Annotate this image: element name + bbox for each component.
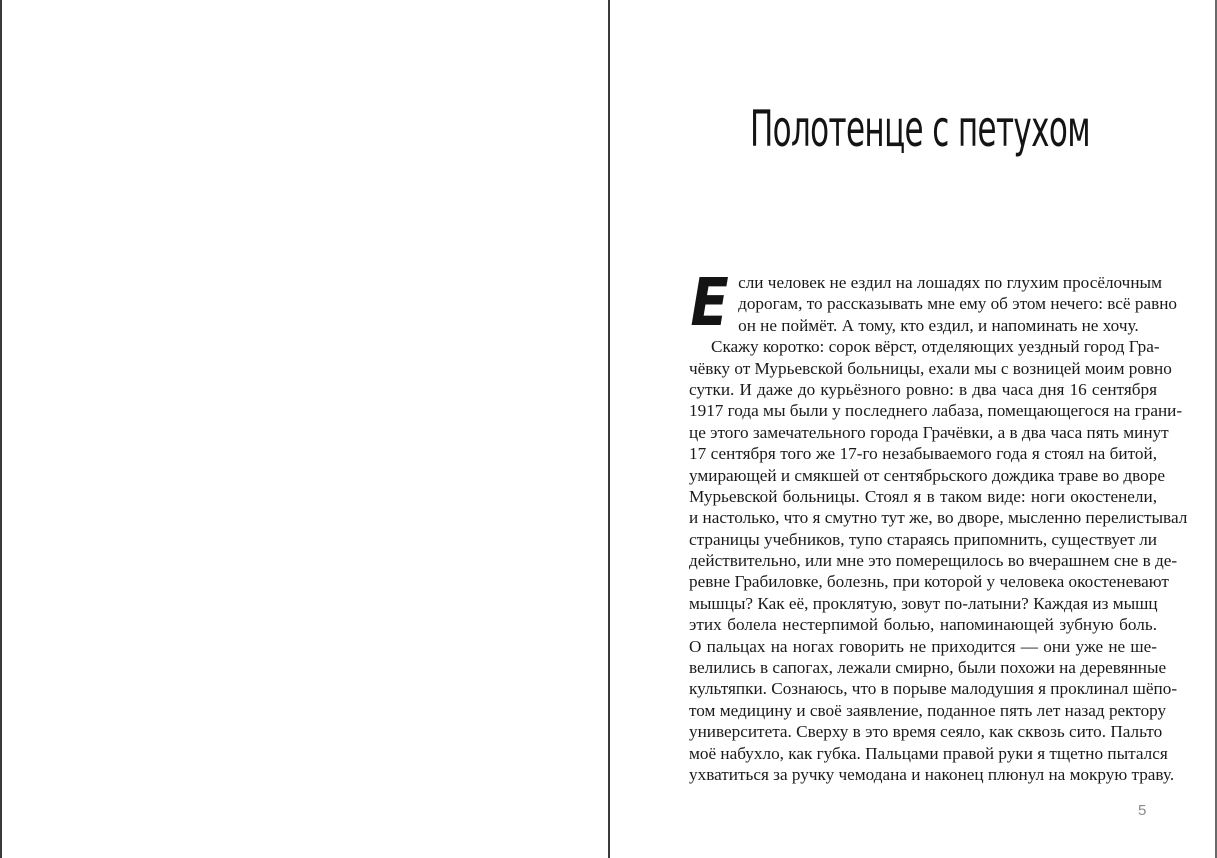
text-line: культяпки. Сознаюсь, что в порыве малодушия я проклинал шёпо- xyxy=(689,679,1178,699)
paragraph-1 xyxy=(689,264,1177,341)
text-line: он не поймёт. А тому, кто ездил, и напоминать не хочу. xyxy=(738,315,1139,335)
text-line: и настолько, что я смутно тут же, во дворе, мысленно перелистывал xyxy=(689,508,1188,528)
body-text xyxy=(689,264,1188,785)
text-line: университета. Сверху в это время сеяло, как сквозь сито. Пальто xyxy=(689,722,1163,742)
text-line: велились в сапогах, лежали смирно, были похожи на деревянные xyxy=(689,658,1167,678)
text-line: этих болела нестерпимой болью, напоминающей зубную боль. xyxy=(689,615,1157,635)
text-line: моё набухло, как губка. Пальцами правой руки я тщетно пытался xyxy=(689,743,1168,763)
chapter-title: Полотенце с петухом xyxy=(749,100,1090,158)
text-line: мышцы? Как её, проклятую, зовут по-латыни? Каждая из мышц xyxy=(689,593,1158,613)
text-line: Мурьевской больницы. Стоял я в таком виде: ноги окостенели, xyxy=(689,486,1157,506)
text-line: сутки. И даже до курьёзного ровно: в два часа дня 16 сентября xyxy=(689,379,1157,399)
text-line: страницы учебников, тупо стараясь припомнить, существует ли xyxy=(689,529,1157,549)
text-line: сли человек не ездил на лошадях по глухим просёлочным xyxy=(738,273,1162,292)
text-line: ухватиться за ручку чемодана и наконец плюнул на мокрую траву. xyxy=(689,764,1175,784)
text-line: О пальцах на ногах говорить не приходится — они уже не ше- xyxy=(689,636,1157,656)
text-line: ревне Грабиловке, болезнь, при которой у человека окостеневают xyxy=(689,572,1169,592)
text-line: 17 сентября того же 17-го незабываемого года я стоял на битой, xyxy=(689,444,1157,464)
text-line: чёвку от Мурьевской больницы, ехали мы с возницей моим ровно xyxy=(689,358,1172,378)
text-line: умирающей и смякшей от сентябрьского дождика траве во дворе xyxy=(689,465,1165,485)
paragraph-2 xyxy=(689,336,1188,785)
text-line-content: Скажу коротко: сорок вёрст, отделяющих уездный город Гра- xyxy=(711,337,1160,357)
text-line: це этого замечательного города Грачёвки, а в два часа пять минут xyxy=(689,422,1169,442)
text-line: дорогам, то рассказывать мне ему об этом нечего: всё равно xyxy=(738,294,1177,314)
drop-cap: Е xyxy=(690,264,729,341)
text-line: действительно, или мне это померещилось во вчерашнем сне в де- xyxy=(689,551,1178,571)
text-line xyxy=(689,336,1160,357)
text-line: том медицину и своё заявление, поданное пять лет назад ректору xyxy=(689,700,1167,720)
page-number: 5 xyxy=(1138,802,1147,819)
text-line: 1917 года мы были у последнего лабаза, помещающегося на грани- xyxy=(689,401,1183,421)
